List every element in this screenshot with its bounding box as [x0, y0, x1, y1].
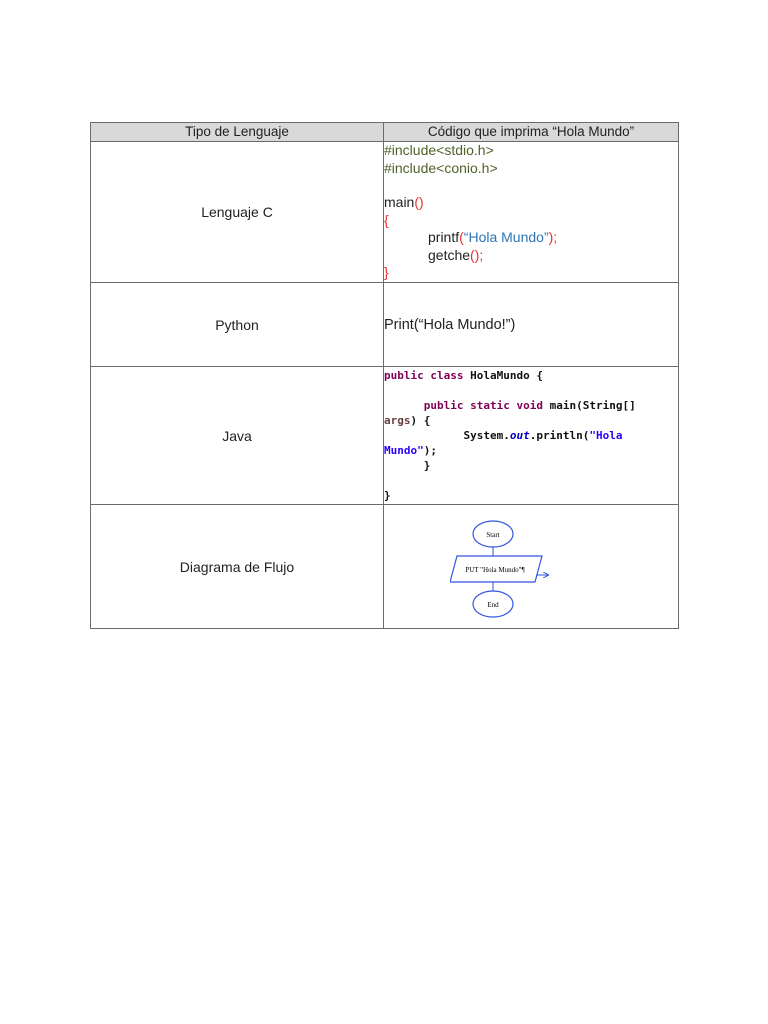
flow-start-label: Start: [486, 531, 500, 539]
flow-end-label: End: [487, 601, 499, 609]
code-cell-flow: [384, 505, 679, 629]
java-kw-static: static: [470, 399, 510, 412]
java-inner-close-line: [384, 458, 678, 473]
lang-name-c: Lenguaje C: [91, 142, 384, 283]
java-inner-close: }: [423, 459, 431, 472]
c-printf-open: (: [459, 229, 464, 246]
c-getche-parens: ();: [470, 246, 484, 263]
c-getche: getche: [428, 246, 471, 263]
c-include-conio: #include<conio.h>: [384, 159, 498, 176]
flowchart: [450, 509, 678, 624]
c-printf-close: );: [548, 229, 558, 246]
flowchart-svg: [450, 509, 590, 619]
table-header-row: [91, 123, 679, 142]
java-method: main(String[]: [549, 399, 636, 412]
code-cell-python: [384, 283, 679, 367]
java-println-line: [384, 428, 678, 443]
c-printf: printf: [428, 229, 460, 246]
code-cell-c: [384, 142, 679, 283]
language-table: [90, 122, 679, 629]
lang-name-flow: Diagrama de Flujo: [91, 505, 384, 629]
lang-name-java: Java: [91, 367, 384, 505]
header-language-type: Tipo de Lenguaje: [91, 123, 384, 142]
table-row: [91, 505, 679, 629]
java-code-block: [384, 368, 678, 503]
java-outer-close-line: [384, 488, 678, 503]
java-main-line: [384, 398, 678, 413]
java-class-line: [384, 368, 678, 383]
c-close-brace: }: [384, 264, 389, 281]
java-args-close: ) {: [410, 414, 431, 427]
c-main: main: [384, 194, 415, 211]
java-stmt-end: );: [423, 444, 437, 457]
table-row: [91, 142, 679, 283]
python-code: Print(“Hola Mundo!”): [384, 316, 516, 333]
java-kw-class: class: [430, 369, 464, 382]
c-printf-string: “Hola Mundo”: [463, 229, 549, 246]
java-string-part1: "Hola: [589, 429, 623, 442]
java-kw-public2: public: [423, 399, 464, 412]
c-open-brace: {: [384, 211, 389, 228]
java-outer-close: }: [384, 489, 391, 502]
table-row: [91, 283, 679, 367]
java-args-line: [384, 413, 678, 428]
java-args: args: [384, 414, 411, 427]
java-kw-void: void: [516, 399, 543, 412]
c-printf-line: [384, 229, 678, 247]
header-code: Código que imprima “Hola Mundo”: [384, 123, 679, 142]
flow-put-label: PUT "Hola Mundo"¶: [465, 566, 525, 574]
table-row: [91, 367, 679, 505]
java-kw-public: public: [384, 369, 424, 382]
code-cell-java: [384, 367, 679, 505]
c-include-stdio: #include<stdio.h>: [384, 142, 494, 159]
lang-name-python: Python: [91, 283, 384, 367]
c-getche-line: [384, 247, 678, 265]
java-string-line: [384, 443, 678, 458]
c-main-parens: (): [414, 194, 424, 211]
java-string-part2: Mundo": [384, 444, 424, 457]
c-code-block: [384, 142, 678, 282]
java-println: .println(: [529, 429, 590, 442]
java-out: out: [509, 429, 530, 442]
java-class-name: HolaMundo {: [470, 369, 543, 382]
c-main-line: [384, 194, 678, 212]
java-system: System.: [463, 429, 510, 442]
